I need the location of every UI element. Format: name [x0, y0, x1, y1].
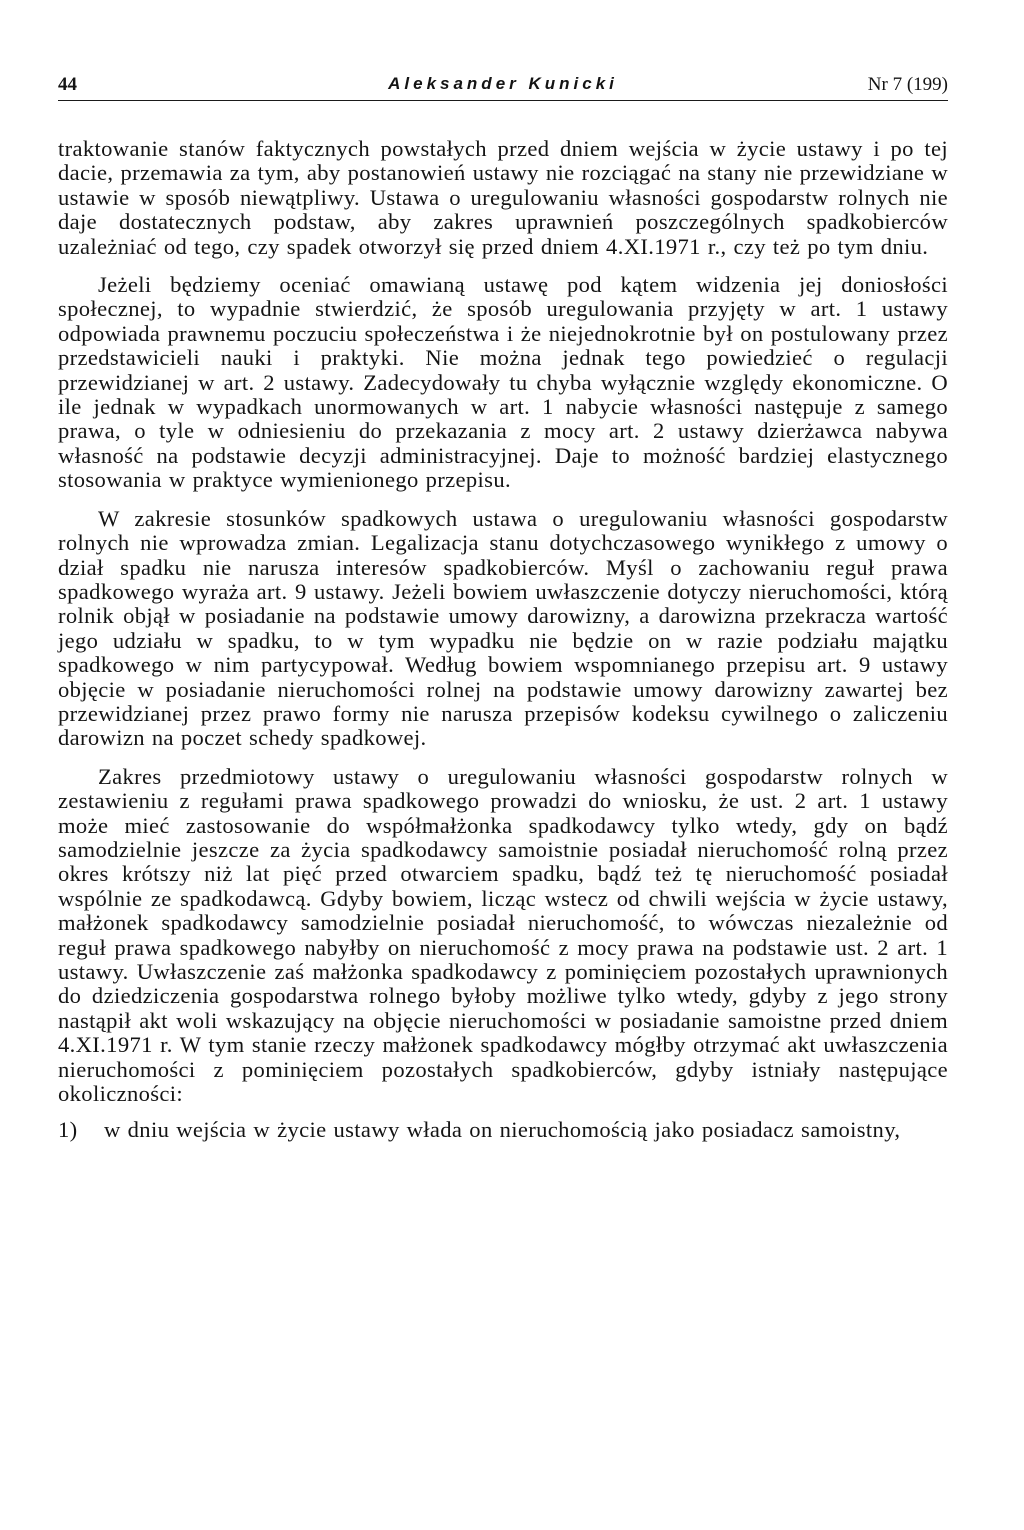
author-name: Aleksander Kunicki — [388, 74, 618, 93]
body-text — [58, 137, 948, 1143]
list-item-text: w dniu wejścia w życie ustawy włada on nieruchomością jako posiadacz samoistny, — [104, 1117, 901, 1143]
list-item — [58, 1118, 948, 1142]
list-item-marker: 1) — [58, 1117, 78, 1143]
paragraph: W zakresie stosunków spadkowych ustawa o uregulowaniu własności gospodarstw rolnych nie wprowadza zmian. Legalizacja stanu dotychczasowego wynikłego z umowy o dział spadku nie narusza interesów spadkobierców. Myśl o zachowaniu reguł prawa spadkowego wyraża art. 9 ustawy. Jeżeli bowiem uwłaszczenie dotyczy nieruchomości, którą rolnik objął w posiadanie na podstawie umowy darowizny, a darowizna przekracza wartość jego udziału w spadku, to w tym wypadku nie będzie on w razie podziału majątku spadkowego w nim partycypował. Według bowiem wspomnianego przepisu art. 9 ustawy objęcie w posiadanie nieruchomości rolnej na podstawie umowy darowizny zawartej bez przewidzianej przez prawo formy nie narusza przepisów kodeksu cywilnego o zaliczeniu darowizn na poczet schedy spadkowej. — [58, 505, 948, 751]
running-head — [58, 66, 948, 101]
page-number: 44 — [58, 74, 77, 95]
document-page — [58, 66, 948, 1143]
issue-number: Nr 7 (199) — [867, 74, 948, 95]
paragraph: Zakres przedmiotowy ustawy o uregulowaniu własności gospodarstw rolnych w zestawieniu z regułami prawa spadkowego prowadzi do wniosku, że ust. 2 art. 1 ustawy może mieć zastosowanie do współmałżonka spadkodawcy tylko wtedy, gdy on bądź samodzielnie jeszcze za życia spadkodawcy samoistnie posiadał nieruchomość rolną przez okres krótszy niż lat pięć przed otwarciem spadku, bądź też tę nieruchomość posiadał wspólnie ze spadkodawcą. Gdyby bowiem, licząc wstecz od chwili wejścia w życie ustawy, małżonek spadkodawcy samodzielnie posiadał nieruchomość, to wówczas niezależnie od reguł prawa spadkowego nabyłby on nieruchomość z mocy prawa na podstawie ust. 2 art. 1 ustawy. Uwłaszczenie zaś małżonka spadkodawcy z pominięciem pozostałych uprawnionych do dziedziczenia gospodarstwa rolnego byłoby możliwe tylko wtedy, gdyby z jego strony nastąpił akt woli wskazujący na objęcie nieruchomości w posiadanie samoistne przed dniem 4.XI.1971 r. W tym stanie rzeczy małżonek spadkodawcy mógłby otrzymać akt uwłaszczenia nieruchomości z pominięciem pozostałych spadkobierców, gdyby istniały następujące okoliczności: — [58, 763, 948, 1107]
paragraph-continued: traktowanie stanów faktycznych powstałych przed dniem wejścia w życie ustawy i po tej dacie, przemawia za tym, aby postanowień ustawy nie rozciągać na stany nie przewidziane w ustawie w sposób niewątpliwy. Ustawa o uregulowaniu własności gospodarstw rolnych nie daje dostatecznych podstaw, aby zakres uprawnień poszczególnych spadkobierców uzależniać od tego, czy spadek otworzył się przed dniem 4.XI.1971 r., czy też po tym dniu. — [58, 136, 948, 259]
paragraph: Jeżeli będziemy oceniać omawianą ustawę pod kątem widzenia jej doniosłości społecznej, to wypadnie stwierdzić, że sposób uregulowania przyjęty w art. 1 ustawy odpowiada prawnemu poczuciu społeczeństwa i że niejednokrotnie był on postulowany przez przedstawicieli nauki i praktyki. Nie można jednak tego powiedzieć o regulacji przewidzianej w art. 2 ustawy. Zadecydowały tu chyba wyłącznie względy ekonomiczne. O ile jednak w wypadkach unormowanych w art. 1 nabycie własności następuje z samego prawa, o tyle w odniesieniu do przekazania z mocy art. 2 ustawy dzierżawca nabywa własność na podstawie decyzji administracyjnej. Daje to możność bardziej elastycznego stosowania w praktyce wymienionego przepisu. — [58, 272, 948, 493]
enumerated-list — [58, 1118, 948, 1142]
